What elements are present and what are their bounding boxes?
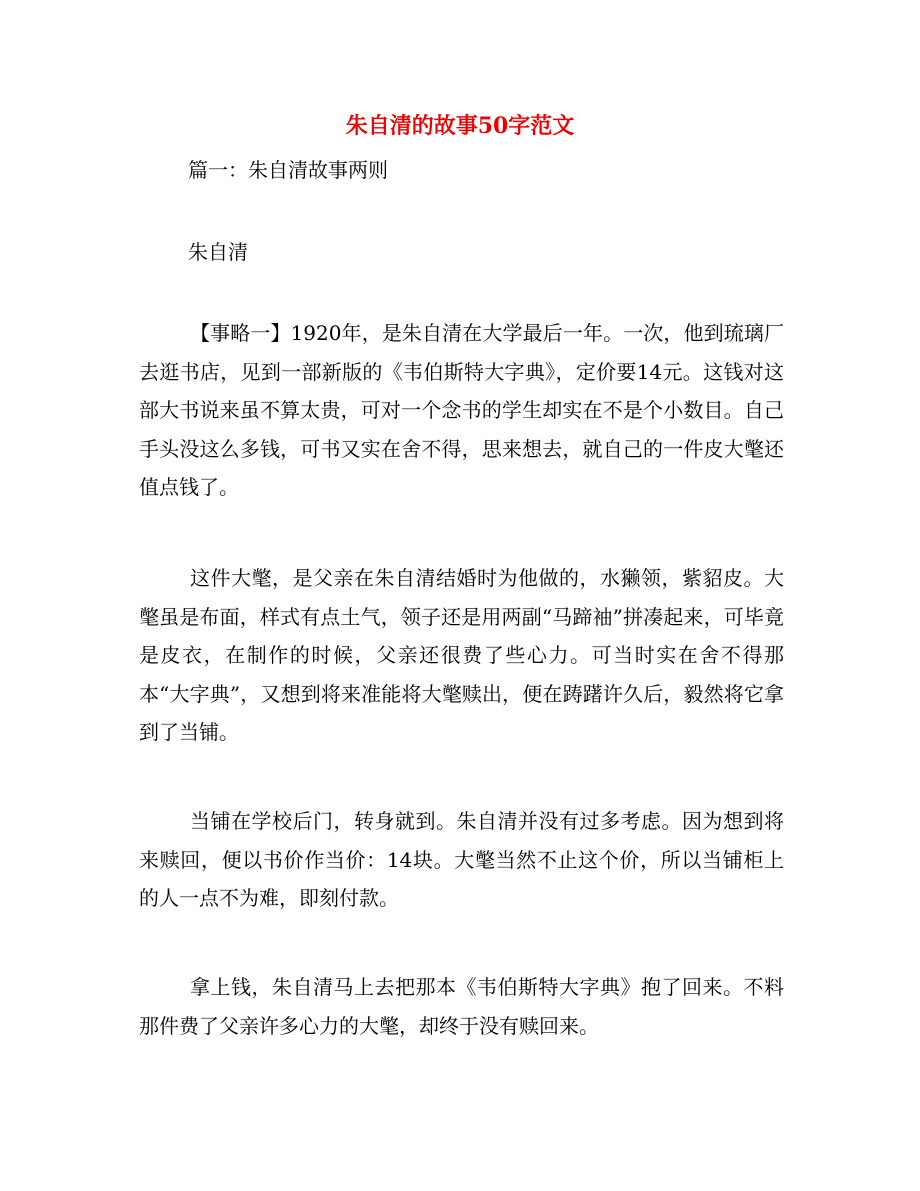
paragraph-1: 【事略一】1920年，是朱自清在大学最后一年。一次，他到琉璃厂去逛书店，见到一部新版的《韦伯斯特大字典》，定价要14元。这钱对这部大书说来虽不算太贵，可对一个念书的学生却实在不是个小数目。自己手头没这么多钱，可书又实在舍不得，思来想去，就自己的一件皮大氅还值点钱了。 — [139, 321, 784, 499]
paragraph-3: 当铺在学校后门，转身就到。朱自清并没有过多考虑。因为想到将来赎回，便以书价作当价：14块。大氅当然不止这个价，所以当铺柜上的人一点不为难，即刻付款。 — [139, 809, 784, 910]
author-name: 朱自清 — [188, 240, 248, 264]
section-subtitle: 篇一：朱自清故事两则 — [188, 158, 388, 182]
document-title: 朱自清的故事50字范文 — [345, 113, 575, 139]
paragraph-2: 这件大氅，是父亲在朱自清结婚时为他做的，水獭领，紫貂皮。大氅虽是布面，样式有点土气，领子还是用两副“马蹄袖”拼凑起来，可毕竟是皮衣，在制作的时候，父亲还很费了些心力。可当时实在舍不得那本“大字典”，又想到将来准能将大氅赎出，便在踌躇许久后，毅然将它拿到了当铺。 — [139, 566, 784, 744]
paragraph-4: 拿上钱，朱自清马上去把那本《韦伯斯特大字典》抱了回来。不料那件费了父亲许多心力的大氅，却终于没有赎回来。 — [139, 975, 784, 1038]
